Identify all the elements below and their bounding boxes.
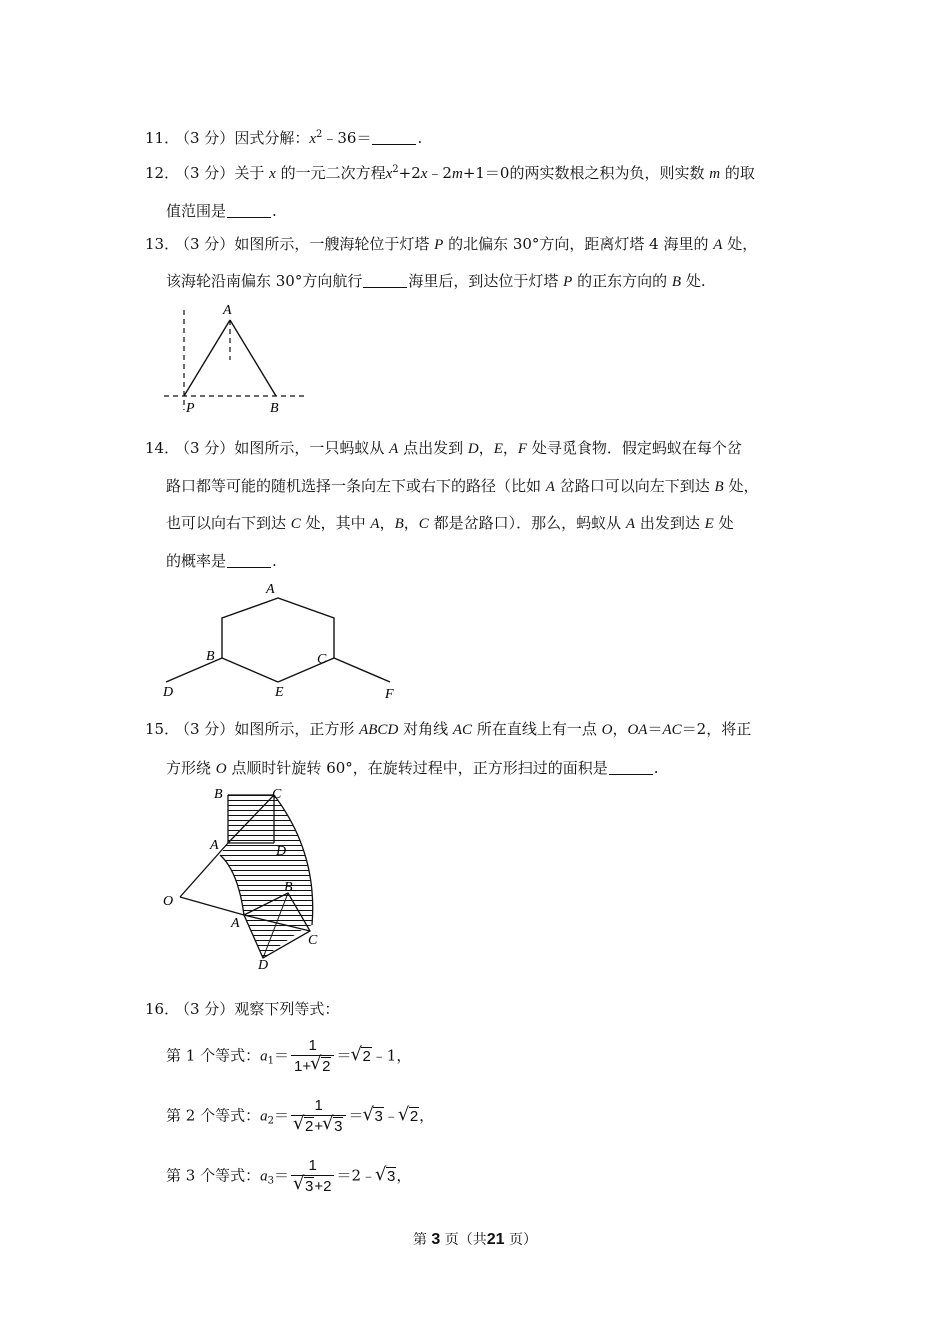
rotating-square-diagram: [160, 783, 335, 973]
question-13-line-2: 该海轮沿南偏东 30°方向航行 海里后，到达位于灯塔 P 的正东方向的 B 处.: [166, 272, 706, 290]
label-d1: D: [276, 844, 287, 859]
label-a: A: [223, 303, 232, 318]
page-number: 3: [431, 1231, 441, 1248]
question-number: 16．: [145, 1000, 180, 1018]
line-o-a1: [180, 843, 228, 897]
label-b2: B: [284, 880, 293, 895]
question-number: 14．: [145, 439, 180, 457]
equation-2: 第 2 个等式：$a_2=$ 1 √ 2+√ 3 ＝√ 3﹣√ 2，: [166, 1096, 434, 1137]
label-a2: A: [231, 916, 240, 931]
question-14-line-3: 也可以向右下到达 C 处，其中 A，B，C 都是岔路口）．那么，蚂蚁从 A 出发到达 E 处: [166, 514, 734, 532]
label-c2: C: [308, 933, 318, 948]
points: （3 分）: [175, 164, 235, 182]
answer-blank[interactable]: [372, 129, 416, 145]
question-number: 13．: [145, 235, 180, 253]
label-c: C: [317, 652, 327, 667]
question-14-line-2: 路口都等可能的随机选择一条向左下或右下的路径（比如 A 岔路口可以向左下到达 B 处，: [166, 477, 759, 495]
label-a1: A: [210, 838, 219, 853]
segment-ab: [230, 320, 276, 396]
question-15-line-2: 方形绕 O 点顺时针旋转 60°，在旋转过程中，正方形扫过的面积是 .: [166, 759, 659, 777]
fraction: 1 √ 2+√ 3: [291, 1096, 346, 1137]
question-14-line-4: 的概率是 .: [166, 552, 277, 570]
label-b1: B: [214, 787, 223, 802]
question-number: 12．: [145, 164, 180, 182]
answer-blank[interactable]: [363, 272, 407, 288]
answer-blank[interactable]: [227, 552, 271, 568]
label-p: P: [186, 401, 195, 416]
label-a: A: [266, 582, 275, 597]
points: （3 分）: [175, 129, 235, 147]
label-d: D: [163, 685, 174, 700]
label-f: F: [385, 687, 394, 702]
label-e: E: [275, 685, 284, 700]
fraction: 1 √ 3+2: [291, 1156, 334, 1197]
label-o: O: [163, 894, 174, 909]
question-number: 15．: [145, 720, 180, 738]
points: （3 分）: [175, 235, 235, 253]
page-footer: 第 3 页（共21 页）: [412, 1231, 538, 1248]
edge-c-f: [334, 658, 390, 682]
label-c1: C: [272, 787, 282, 802]
sqrt-3: √ 3: [363, 1107, 383, 1125]
equation-3: 第 3 个等式：$a_3=$ 1 √ 3+2 ＝2﹣√ 3，: [166, 1156, 411, 1197]
equation-1: 第 1 个等式：$a_1=$ $\frac{1}{1+√ 2}$ ＝√ 2﹣1，: [166, 1036, 411, 1077]
upper-hexagon-edges: [222, 598, 334, 658]
question-number: 11．: [145, 129, 180, 147]
question-12-line-2: 值范围是 .: [166, 202, 277, 220]
points: （3 分）: [175, 439, 235, 457]
label-b: B: [270, 401, 279, 416]
points: （3 分）: [175, 720, 235, 738]
segment-pa: [184, 320, 230, 396]
page-total: 21: [486, 1231, 505, 1248]
line-o-a2: [180, 897, 244, 915]
label-d2: D: [258, 958, 269, 973]
lighthouse-diagram: [160, 298, 310, 418]
answer-blank[interactable]: [609, 759, 653, 775]
label-b: B: [206, 649, 215, 664]
edge-b-e: [222, 658, 278, 682]
points: （3 分）: [175, 1000, 235, 1018]
sqrt-2: √ 2: [399, 1107, 419, 1125]
ant-path-diagram: [160, 578, 410, 703]
answer-blank[interactable]: [227, 202, 271, 218]
sqrt-2: √ 2: [351, 1047, 371, 1065]
fraction: $\frac{1}{1+√ 2}$: [291, 1036, 334, 1077]
sqrt-3: √ 3: [376, 1167, 396, 1185]
question-body: （3 分）因式分解：$x^2﹣36=$ .: [175, 129, 423, 147]
